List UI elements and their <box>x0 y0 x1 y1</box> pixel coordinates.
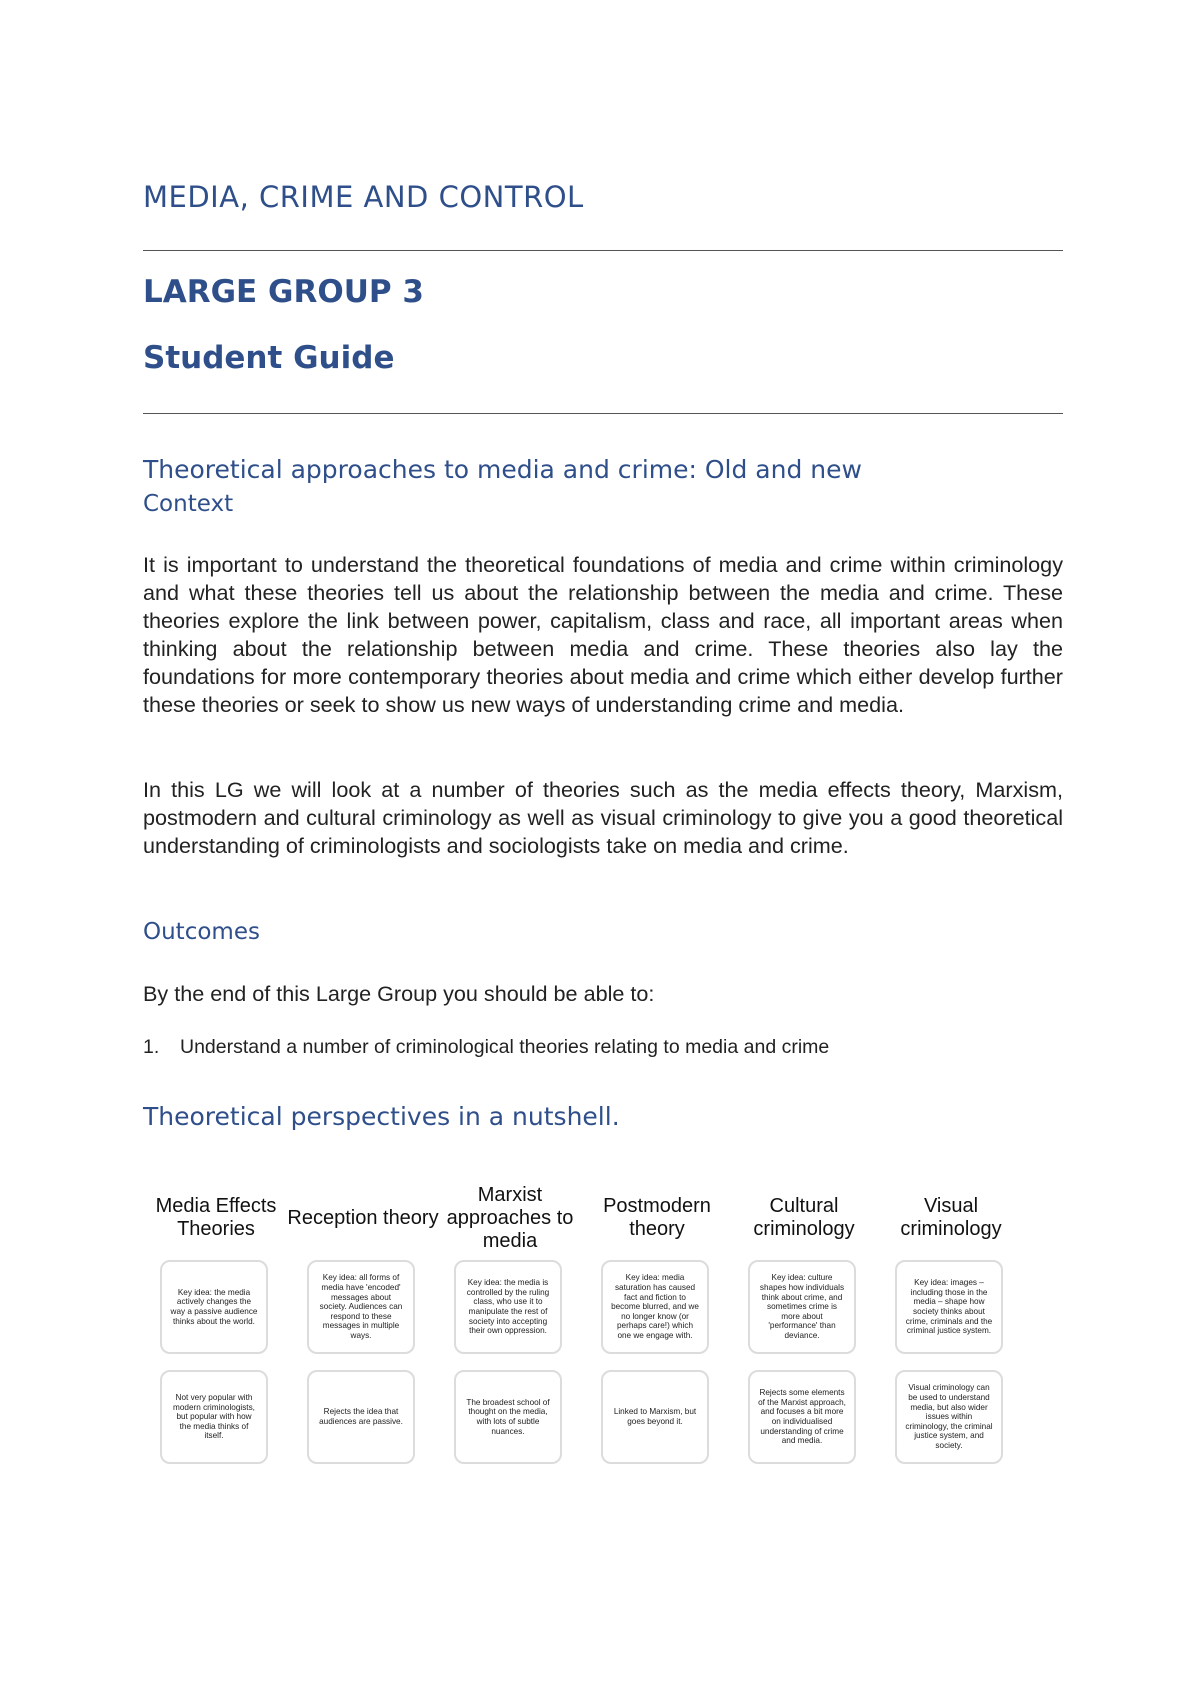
perspective-key-idea-card: Key idea: culture shapes how individuals think about crime, and sometimes crime is more about 'performance' than deviance. <box>748 1260 856 1354</box>
perspective-key-idea-card: Key idea: images – including those in the media – shape how society thinks about crime, criminals and the criminal justice system. <box>895 1260 1003 1354</box>
perspective-note-card: The broadest school of thought on the media, with lots of subtle nuances. <box>454 1370 562 1464</box>
document-title: MEDIA, CRIME AND CONTROL <box>143 180 584 214</box>
perspective-title: Visual criminology <box>900 1195 1002 1240</box>
perspective-key-idea-card: Key idea: the media actively changes the way a passive audience thinks about the world. <box>160 1260 268 1354</box>
large-group-heading: LARGE GROUP 3 <box>143 274 424 310</box>
perspective-title: Postmodern theory <box>603 1195 711 1240</box>
section-title: Theoretical approaches to media and crime: Old and new <box>143 455 862 484</box>
context-heading: Context <box>143 491 234 517</box>
context-paragraph-2: In this LG we will look at a number of theories such as the media effects theory, Marxism, postmodern and cultural criminology as well as visual criminology to give you a good theoretical understanding of criminologists and sociologists take on media and crime. <box>143 777 1063 858</box>
perspective-key-idea-card: Key idea: the media is controlled by the ruling class, who use it to manipulate the rest of society into accepting their own oppression. <box>454 1260 562 1354</box>
perspective-note-card: Rejects some elements of the Marxist approach, and focuses a bit more on individualised understanding of crime and media. <box>748 1370 856 1464</box>
outcome-number: 1. <box>143 1036 160 1058</box>
perspective-key-idea-card: Key idea: media saturation has caused fact and fiction to become blurred, and we no longer know (or perhaps care!) which one we engage with. <box>601 1260 709 1354</box>
perspective-title: Reception theory <box>287 1206 439 1229</box>
context-paragraph-1: It is important to understand the theoretical foundations of media and crime within criminology and what these theories tell us about the relationship between the media and crime. These theories explore the link between power, capitalism, class and race, all important areas when thinking about the relationship between media and crime. These theories also lay the foundations for more contemporary theories about media and crime which either develop further these theories or seek to show us new ways of understanding crime and media. <box>143 552 1063 717</box>
divider <box>143 250 1063 251</box>
perspective-note-card: Not very popular with modern criminologists, but popular with how the media thinks of itself. <box>160 1370 268 1464</box>
perspective-key-idea-card: Key idea: all forms of media have 'encoded' messages about society. Audiences can respond to these messages in multiple ways. <box>307 1260 415 1354</box>
perspective-title: Marxist approaches to media <box>446 1183 574 1252</box>
divider <box>143 413 1063 414</box>
outcomes-intro: By the end of this Large Group you should be able to: <box>143 981 655 1006</box>
perspective-title: Media Effects Theories <box>155 1195 277 1240</box>
student-guide-heading: Student Guide <box>143 340 395 376</box>
perspective-note-card: Linked to Marxism, but goes beyond it. <box>601 1370 709 1464</box>
perspectives-diagram <box>155 1180 1020 1470</box>
outcomes-heading: Outcomes <box>143 919 260 945</box>
outcome-text: Understand a number of criminological theories relating to media and crime <box>180 1036 830 1058</box>
perspective-note-card: Visual criminology can be used to understand media, but also wider issues within criminology, the criminal justice system, and society. <box>895 1370 1003 1464</box>
perspectives-heading: Theoretical perspectives in a nutshell. <box>143 1102 620 1131</box>
perspective-title: Cultural criminology <box>753 1195 855 1240</box>
perspective-note-card: Rejects the idea that audiences are passive. <box>307 1370 415 1464</box>
outcome-item <box>143 1036 829 1059</box>
